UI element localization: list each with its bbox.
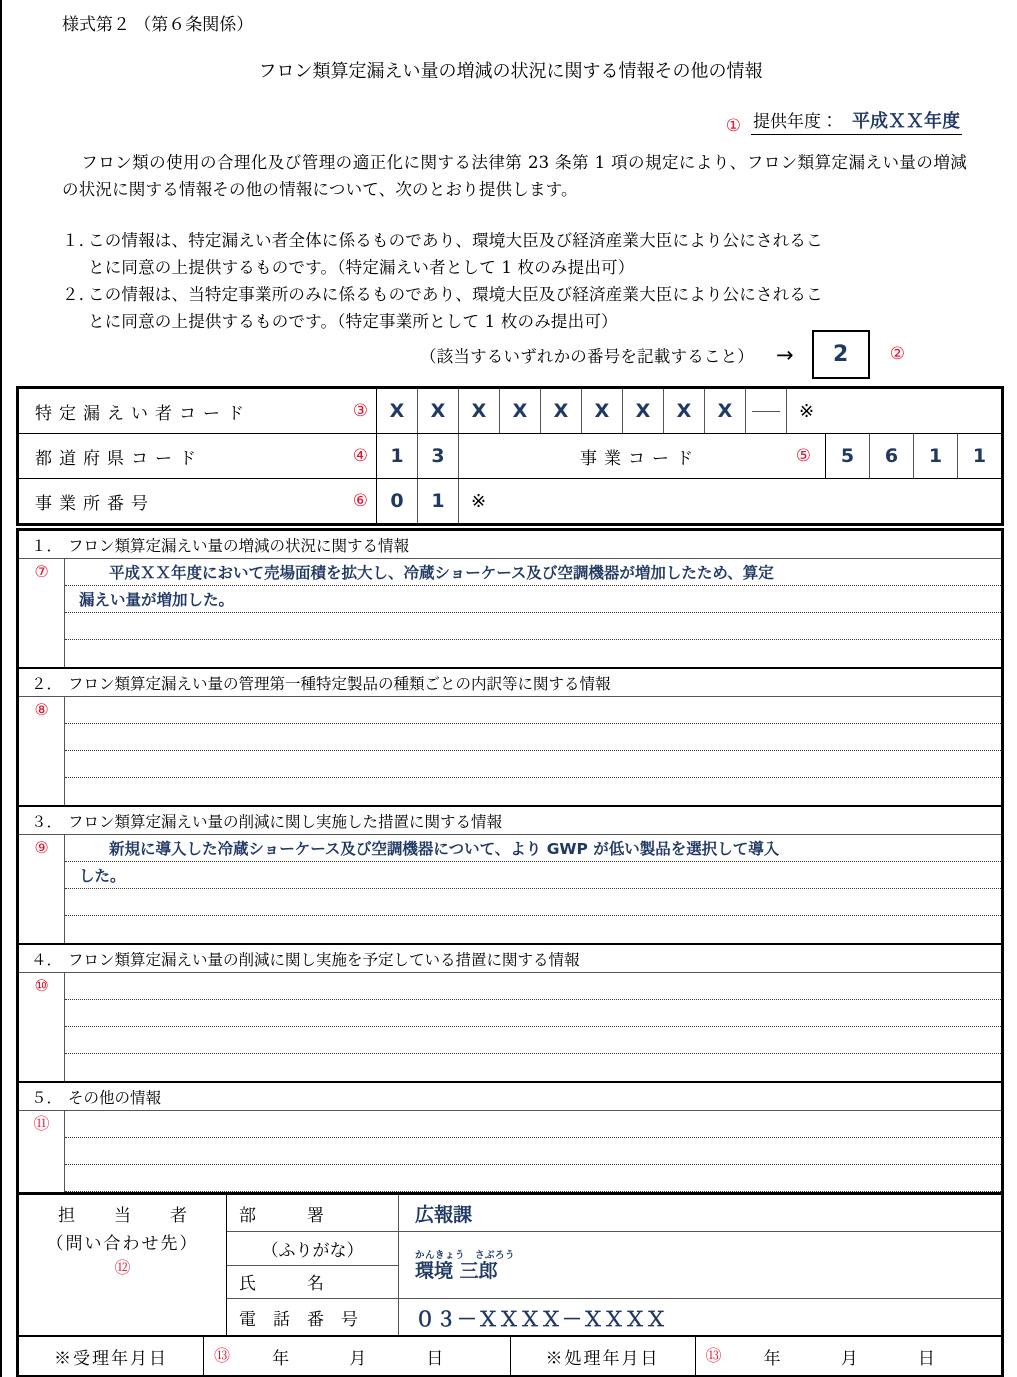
table-row-office-number <box>19 479 1001 523</box>
day-unit: 日 <box>426 1348 444 1369</box>
ruled-line[interactable] <box>65 835 1001 862</box>
annotation-13-process: ⑬ <box>705 1346 722 1365</box>
list-item <box>62 282 982 335</box>
ruled-line[interactable] <box>65 697 1001 724</box>
section-lines[interactable] <box>65 697 1001 805</box>
provision-year-value: 平成ＸＸ年度 <box>852 111 960 132</box>
row-label-cell <box>19 479 377 523</box>
contact-fields <box>227 1195 1001 1335</box>
list-item <box>62 228 982 281</box>
section-number: ４． <box>31 950 63 969</box>
section-title: フロン類算定漏えい量の削減に関し実施を予定している措置に関する情報 <box>68 950 580 969</box>
section-number: ２． <box>31 674 63 693</box>
year-unit: 年 <box>763 1348 781 1369</box>
section-3 <box>19 807 1001 945</box>
annotation-8: ⑧ <box>34 700 49 719</box>
code-char-cell[interactable]: X <box>623 389 664 433</box>
day-unit: 日 <box>917 1348 935 1369</box>
contact-label-line1: 担 当 者 <box>58 1206 198 1226</box>
ruled-line[interactable] <box>65 916 1001 943</box>
section-lines[interactable] <box>65 835 1001 943</box>
annotation-7: ⑦ <box>34 562 49 581</box>
choice-list <box>62 228 982 337</box>
choice-body <box>88 282 982 335</box>
annotation-3: ③ <box>352 400 368 421</box>
receipt-date-label: ※受理年月日 <box>19 1337 204 1375</box>
section-title: フロン類算定漏えい量の増減の状況に関する情報 <box>68 536 410 555</box>
ruled-line[interactable] <box>65 1111 1001 1138</box>
section-body <box>19 973 1001 1081</box>
code-char-cell[interactable]: X <box>664 389 705 433</box>
name-value: 環境 三郎 <box>415 1260 498 1283</box>
section-title: フロン類算定漏えい量の削減に関し実施した措置に関する情報 <box>68 812 503 831</box>
annotation-6: ⑥ <box>352 490 368 511</box>
provision-year-label: 提供年度： <box>753 112 838 132</box>
process-date-field[interactable] <box>696 1337 1002 1375</box>
provision-year-row <box>726 107 962 135</box>
section-header <box>19 531 1001 559</box>
department-value-cell[interactable] <box>399 1195 1001 1231</box>
section-body <box>19 559 1001 667</box>
process-ymd <box>722 1344 991 1369</box>
section-header <box>19 1083 1001 1111</box>
annotation-2: ② <box>889 344 906 364</box>
contact-left-header <box>19 1195 227 1335</box>
selection-number-box[interactable]: 2 <box>812 330 870 379</box>
contact-row <box>19 1195 1001 1335</box>
annotation-10-cell <box>19 973 65 1081</box>
ruled-line[interactable] <box>65 973 1001 1000</box>
code-char-cell[interactable]: X <box>582 389 623 433</box>
month-unit: 月 <box>349 1348 367 1369</box>
month-unit: 月 <box>840 1348 858 1369</box>
business-code-char-cell[interactable]: 6 <box>870 434 914 478</box>
business-code-char-cell[interactable]: 1 <box>972 445 987 467</box>
receipt-date-field[interactable] <box>204 1337 511 1375</box>
code-char-cell[interactable]: 0 <box>377 479 418 523</box>
section-title: フロン類算定漏えい量の管理第一種特定製品の種類ごとの内訳等に関する情報 <box>68 674 611 693</box>
line-text: した。 <box>79 867 126 885</box>
ruled-line[interactable] <box>65 778 1001 805</box>
annotation-13-receipt: ⑬ <box>214 1346 231 1365</box>
business-code-char-cell[interactable]: 5 <box>826 434 870 478</box>
annotation-4: ④ <box>352 445 368 466</box>
choice-line-2: とに同意の上提供するものです。（特定漏えい者として 1 枚のみ提出可） <box>88 257 635 277</box>
table-row-leaker-code <box>19 389 1001 434</box>
telephone-value: ０３－ＸＸＸＸ－ＸＸＸＸ <box>415 1306 667 1331</box>
business-code-label-cell <box>459 434 826 478</box>
annotation-12: ⑫ <box>114 1258 131 1277</box>
row-label-cell <box>19 389 377 433</box>
intro-text: フロン類の使用の合理化及び管理の適正化に関する法律第 23 条第 1 項の規定により、フロン類算定漏えい量の増減の状況に関する情報その他の情報について、次のとおり提供します。 <box>62 153 967 199</box>
code-table <box>16 386 1004 526</box>
section-header <box>19 807 1001 835</box>
ruled-line[interactable] <box>65 1027 1001 1054</box>
telephone-label: 電 話 番 号 <box>227 1299 399 1335</box>
telephone-row <box>227 1299 1001 1335</box>
contact-table <box>16 1192 1004 1377</box>
section-header <box>19 669 1001 697</box>
department-row <box>227 1195 1001 1232</box>
intro-paragraph <box>62 150 967 203</box>
business-code-label: 事業コード <box>580 448 700 469</box>
information-sections <box>16 528 1004 1222</box>
provision-year-field[interactable] <box>751 107 962 135</box>
row-note: ※ <box>471 490 487 512</box>
choice-line-2: とに同意の上提供するものです。（特定事業所として 1 枚のみ提出可） <box>88 312 618 332</box>
contact-label-line2: （問い合わせ先） <box>46 1234 199 1254</box>
dash-icon <box>752 411 780 412</box>
line-text: 新規に導入した冷蔵ショーケース及び空調機器について、より GWP が低い製品を選択して導入 <box>109 840 780 858</box>
annotation-9-cell <box>19 835 65 943</box>
date-row <box>19 1335 1001 1375</box>
receipt-ymd <box>230 1344 499 1369</box>
annotation-8-cell <box>19 697 65 805</box>
ruled-line[interactable] <box>65 1000 1001 1027</box>
name-row <box>227 1232 1001 1299</box>
code-dash-cell[interactable] <box>746 389 787 433</box>
section-body <box>19 697 1001 805</box>
annotation-9: ⑨ <box>34 838 49 857</box>
code-char-cell[interactable]: 3 <box>418 434 459 478</box>
ruled-line[interactable] <box>65 1165 1001 1192</box>
section-body <box>19 835 1001 943</box>
section-title: その他の情報 <box>68 1088 162 1107</box>
section-lines[interactable] <box>65 973 1001 1081</box>
table-row-prefecture-code <box>19 434 1001 479</box>
code-char-cell[interactable]: X <box>377 389 418 433</box>
name-with-furigana <box>415 1249 515 1282</box>
section-2 <box>19 669 1001 807</box>
section-number: ５． <box>31 1088 63 1107</box>
ruled-line[interactable] <box>65 862 1001 889</box>
section-number: １． <box>31 536 63 555</box>
annotation-10: ⑩ <box>34 976 49 995</box>
row-label: 事業所番号 <box>35 493 155 514</box>
choice-line-1: この情報は、当特定事業所のみに係るものであり、環境大臣及び経済産業大臣により公にされるこ <box>88 285 823 305</box>
code-char-cell[interactable]: X <box>705 389 746 433</box>
code-char-cell[interactable]: X <box>500 389 541 433</box>
annotation-5: ⑤ <box>795 445 811 466</box>
code-char-cell[interactable]: X <box>459 389 500 433</box>
selection-row <box>420 330 905 379</box>
ruled-line[interactable] <box>65 724 1001 751</box>
form-code: 様式第２ （第６条関係） <box>62 15 254 34</box>
department-value: 広報課 <box>415 1203 473 1226</box>
ruled-line[interactable] <box>65 1138 1001 1165</box>
name-label: 氏 名 <box>227 1265 398 1298</box>
choice-line-1: この情報は、特定漏えい者全体に係るものであり、環境大臣及び経済産業大臣により公にされるこ <box>88 231 823 250</box>
ruled-line[interactable] <box>65 613 1001 640</box>
annotation-1: ① <box>725 116 741 136</box>
section-4 <box>19 945 1001 1083</box>
choice-body <box>88 228 982 281</box>
annotation-11: ⑪ <box>33 1114 50 1133</box>
row-label: 都道府県コード <box>35 448 203 469</box>
ruled-line[interactable] <box>65 640 1001 667</box>
line-text: 漏えい量が増加した。 <box>79 591 235 609</box>
name-label-cell <box>227 1232 399 1298</box>
line-text: 平成ＸＸ年度において売場面積を拡大し、冷蔵ショーケース及び空調機器が増加したため、算定 <box>109 564 774 582</box>
section-lines[interactable] <box>65 559 1001 667</box>
section-number: ３． <box>31 812 63 831</box>
document-title: フロン類算定漏えい量の増減の状況に関する情報その他の情報 <box>258 61 763 81</box>
name-value-cell[interactable] <box>399 1232 1001 1298</box>
furigana-text: かんきょう さぶろう <box>415 1249 516 1261</box>
code-char-cell[interactable]: X <box>541 389 582 433</box>
row-note: ※ <box>799 400 815 422</box>
year-unit: 年 <box>272 1348 290 1369</box>
code-char-cell[interactable]: 1 <box>418 479 459 523</box>
choice-number: １． <box>62 231 96 250</box>
ruled-line[interactable] <box>65 1054 1001 1081</box>
choice-number: ２． <box>62 285 96 305</box>
section-header <box>19 945 1001 973</box>
code-char-cell[interactable]: 1 <box>377 434 418 478</box>
section-1 <box>19 531 1001 669</box>
business-code-char-cell[interactable]: 1 <box>914 434 958 478</box>
arrow-right-icon: → <box>776 342 794 367</box>
furigana-label: （ふりがな） <box>261 1241 364 1261</box>
telephone-value-cell[interactable] <box>399 1299 1001 1335</box>
code-char-cell[interactable]: X <box>418 389 459 433</box>
ruled-line[interactable] <box>65 559 1001 586</box>
ruled-line[interactable] <box>65 586 1001 613</box>
ruled-line[interactable] <box>65 751 1001 778</box>
department-label: 部 署 <box>227 1195 399 1231</box>
ruled-line[interactable] <box>65 889 1001 916</box>
row-label-cell <box>19 434 377 478</box>
process-date-label: ※処理年月日 <box>511 1337 696 1375</box>
row-label: 特定漏えい者コード <box>35 403 251 424</box>
annotation-7-cell <box>19 559 65 667</box>
selection-instruction: （該当するいずれかの番号を記載すること） <box>420 346 754 366</box>
